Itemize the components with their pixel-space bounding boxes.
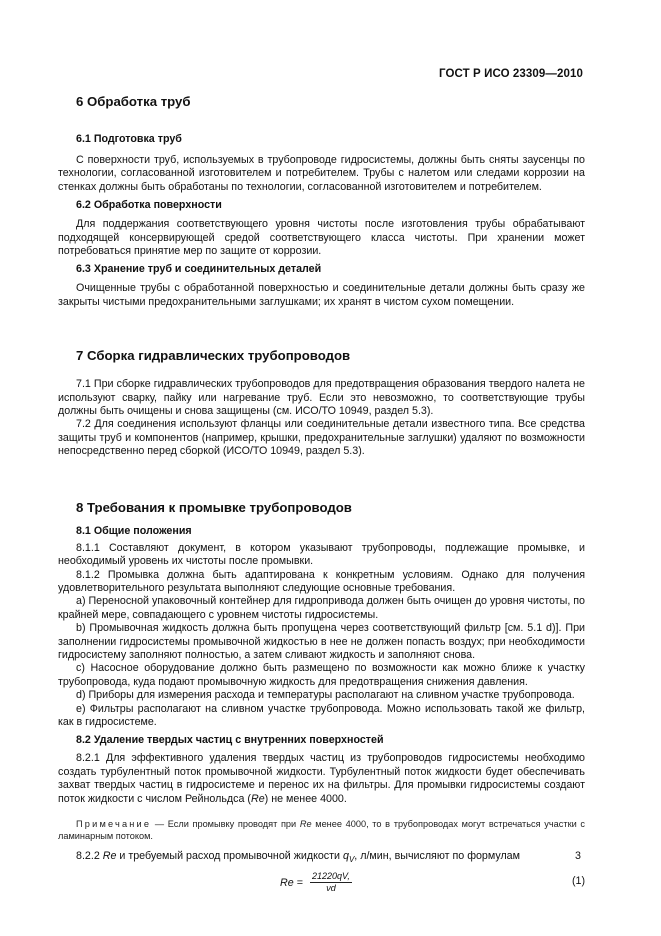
page-number: 3 <box>575 850 581 862</box>
section-8-2-1-text: 8.2.1 Для эффективного удаления твердых частиц из трубопроводов гидросистемы необходимо создать турбулентный поток промывочной жидкости. Турбулентный поток жидкости будет обеспечивать захват твердых частиц в гидросистеме и перенос их на фильтры. Для промывки гидросистемы создают поток жидкости с числом Рейнольдса (Re) не менее 4000. <box>58 752 585 805</box>
page-content <box>58 93 585 897</box>
section-8-1-1-text: 8.1.1 Составляют документ, в котором указывают трубопроводы, подлежащие промывке, и необходимый уровень их чистоты после промывки. <box>58 541 585 568</box>
item-b-text: b) Промывочная жидкость должна быть пропущена через соответствующий фильтр [см. 5.1 d)]. При заполнении гидросистемы промывочной жидкостью в нее не должен попасть воздух; при необходимости гидросистему заполняют полностью, а затем сливают жидкость и заполняют снова. <box>58 622 585 661</box>
formula-number: (1) <box>571 874 585 887</box>
section-6-1-title: 6.1 Подготовка труб <box>76 133 182 145</box>
formula-fraction <box>310 871 352 894</box>
item-e-text: e) Фильтры располагают на сливном участке трубопровода. Можно использовать такой же фильтр, как в гидросистеме. <box>58 702 585 728</box>
note-text: Примечание — Если промывку проводят при Re менее 4000, то в трубопроводах могут встречаться участки с ламинарным потоком. <box>58 819 585 842</box>
section-7-1-text: 7.1 При сборке гидравлических трубопроводов для предотвращения образования твердого налета не используют сварку, пайку или нагревание труб. Если это невозможно, то соответствующие трубы должны быть очищены и снова защищены (см. ИСО/ТО 10949, раздел 5.3). <box>58 378 585 418</box>
formula-lhs: Re = <box>280 876 303 889</box>
section-8-2-2-text: 8.2.2 Re и требуемый расход промывочной жидкости $q_V$, л/мин, вычисляют по формулам <box>76 850 520 865</box>
standard-code: ГОСТ Р ИСО 23309—2010 <box>438 68 583 80</box>
section-6-3-title: 6.3 Хранение труб и соединительных деталей <box>76 263 322 276</box>
section-8-1-2-text: 8.1.2 Промывка должна быть адаптирована к конкретным условиям. Однако для получения удовлетворительного результата выполняют следующие основные требования. <box>58 568 585 594</box>
item-a-text: a) Переносной упаковочный контейнер для гидропривода должен быть очищен до уровня чистоты, по крайней мере, совпадающего с уровнем чистоты гидросистемы. <box>58 595 585 621</box>
section-6-2-title: 6.2 Обработка поверхности <box>76 199 222 212</box>
section-8-title: 8 Требования к промывке трубопроводов <box>76 499 352 515</box>
item-d-text: d) Приборы для измерения расхода и температуры располагают на сливном участке трубопровода. <box>76 689 575 702</box>
section-8-2-title: 8.2 Удаление твердых частиц с внутренних поверхностей <box>76 734 384 747</box>
formula-numerator: 21220qV, <box>312 870 350 881</box>
section-7-2-text: 7.2 Для соединения используют фланцы или соединительные детали известного типа. Все средства защиты труб и компонентов (например, крышки, предохранительные заглушки) удаляют по возможности непосредственно перед сборкой (ИСО/ТО 10949, раздел 5.3). <box>58 418 585 458</box>
section-6-2-text: Для поддержания соответствующего уровня чистоты после изготовления трубы обрабатывают подходящей консервирующей средой соответствующего класса чистоты. При хранении может потребоваться принятие мер по защите от коррозии. <box>58 218 585 258</box>
note-label: Примечание <box>76 819 152 829</box>
item-c-text: c) Насосное оборудование должно быть размещено по возможности как можно ближе к участку трубопровода, куда подают промывочную жидкость для предотвращения снижения давления. <box>58 662 585 688</box>
formula-1 <box>58 871 585 897</box>
section-7-title: 7 Сборка гидравлических трубопроводов <box>76 348 351 364</box>
section-6-1-text: С поверхности труб, используемых в трубопроводе гидросистемы, должны быть сняты заусенцы по технологии, согласованной изготовителем и потребителем. Трубы с налетом или следами коррозии на стенках должны быть обработаны по технологии, согласованной изготовителем и потребителем. <box>58 154 585 193</box>
section-6-3-text: Очищенные трубы с обработанной поверхностью и соединительные детали должны быть сразу же закрыты чистыми предохранительными заглушками; их хранят в чистом сухом помещении. <box>58 282 585 308</box>
formula-denominator: νd <box>326 882 336 893</box>
section-8-1-title: 8.1 Общие положения <box>76 524 192 537</box>
section-6-title: 6 Обработка труб <box>76 94 191 109</box>
